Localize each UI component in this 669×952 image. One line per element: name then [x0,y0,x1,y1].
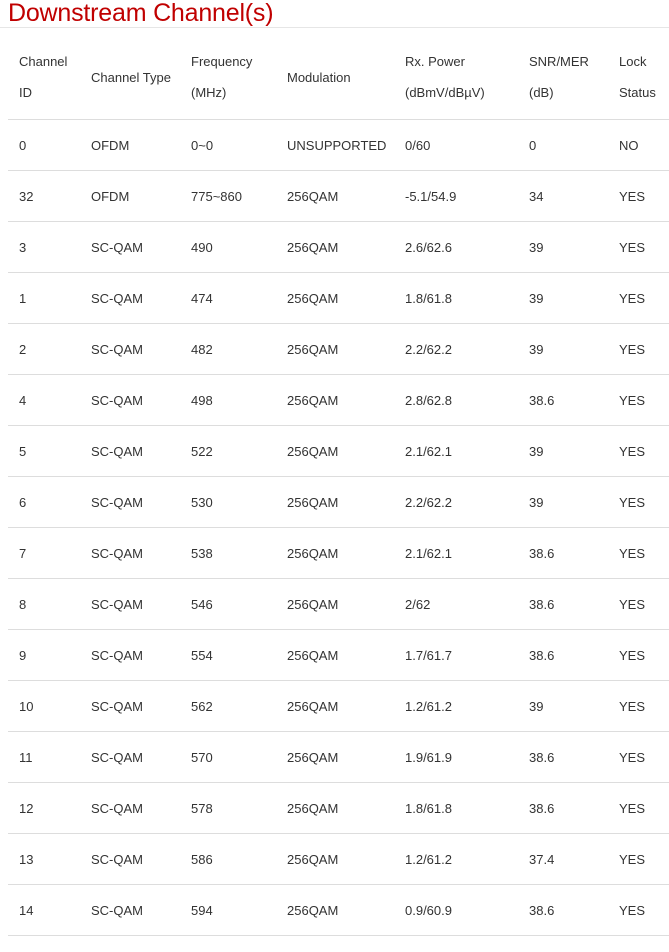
table-header-row [8,35,669,120]
cell-channel-id: 3 [8,222,80,273]
cell-modulation: 256QAM [276,375,394,426]
cell-rx-power: 2.1/62.1 [394,426,518,477]
cell-rx-power: -5.1/54.9 [394,171,518,222]
table-row [8,273,669,324]
cell-channel-type: SC-QAM [80,375,180,426]
table-row [8,732,669,783]
cell-lock-status: YES [608,222,669,273]
cell-frequency: 554 [180,630,276,681]
table-row [8,783,669,834]
cell-channel-type: SC-QAM [80,885,180,936]
cell-lock-status: YES [608,885,669,936]
cell-frequency: 490 [180,222,276,273]
cell-channel-id: 11 [8,732,80,783]
header-lock-status: Lock Status [608,35,669,120]
cell-channel-id: 7 [8,528,80,579]
cell-lock-status: YES [608,834,669,885]
cell-modulation: 256QAM [276,222,394,273]
cell-channel-id: 14 [8,885,80,936]
cell-lock-status: YES [608,579,669,630]
table-row [8,120,669,171]
cell-snr-mer: 39 [518,426,608,477]
cell-modulation: 256QAM [276,324,394,375]
cell-modulation: 256QAM [276,171,394,222]
cell-rx-power: 0/60 [394,120,518,171]
cell-channel-id: 13 [8,834,80,885]
cell-channel-id: 8 [8,579,80,630]
cell-frequency: 0~0 [180,120,276,171]
cell-modulation: 256QAM [276,477,394,528]
header-modulation: Modulation [276,35,394,120]
cell-channel-id: 10 [8,681,80,732]
cell-modulation: 256QAM [276,834,394,885]
cell-lock-status: YES [608,732,669,783]
cell-snr-mer: 39 [518,681,608,732]
cell-modulation: 256QAM [276,783,394,834]
cell-rx-power: 2/62 [394,579,518,630]
cell-channel-type: OFDM [80,120,180,171]
header-channel-type: Channel Type [80,35,180,120]
cell-frequency: 594 [180,885,276,936]
section-title: Downstream Channel(s) [8,0,274,27]
header-snr-mer: SNR/MER (dB) [518,35,608,120]
table-row [8,477,669,528]
cell-modulation: 256QAM [276,681,394,732]
cell-lock-status: YES [608,783,669,834]
table-row [8,528,669,579]
cell-lock-status: YES [608,171,669,222]
cell-frequency: 570 [180,732,276,783]
cell-modulation: UNSUPPORTED [276,120,394,171]
cell-channel-type: SC-QAM [80,273,180,324]
table-row [8,375,669,426]
table-row [8,171,669,222]
table-row [8,426,669,477]
cell-channel-type: SC-QAM [80,426,180,477]
cell-lock-status: YES [608,630,669,681]
cell-modulation: 256QAM [276,426,394,477]
cell-modulation: 256QAM [276,885,394,936]
cell-channel-type: SC-QAM [80,783,180,834]
cell-rx-power: 2.8/62.8 [394,375,518,426]
cell-rx-power: 1.7/61.7 [394,630,518,681]
cell-lock-status: YES [608,375,669,426]
cell-frequency: 522 [180,426,276,477]
cell-snr-mer: 38.6 [518,885,608,936]
cell-channel-id: 4 [8,375,80,426]
cell-modulation: 256QAM [276,528,394,579]
table-row [8,222,669,273]
cell-channel-id: 0 [8,120,80,171]
cell-channel-type: SC-QAM [80,528,180,579]
cell-lock-status: YES [608,273,669,324]
cell-snr-mer: 38.6 [518,375,608,426]
cell-frequency: 562 [180,681,276,732]
cell-snr-mer: 38.6 [518,528,608,579]
cell-frequency: 578 [180,783,276,834]
table-row [8,324,669,375]
cell-snr-mer: 38.6 [518,732,608,783]
header-frequency: Frequency (MHz) [180,35,276,120]
cell-channel-type: SC-QAM [80,630,180,681]
cell-modulation: 256QAM [276,273,394,324]
cell-channel-type: SC-QAM [80,579,180,630]
cell-lock-status: YES [608,528,669,579]
cell-channel-id: 2 [8,324,80,375]
cell-rx-power: 1.9/61.9 [394,732,518,783]
downstream-channel-table [8,35,669,936]
cell-lock-status: NO [608,120,669,171]
cell-modulation: 256QAM [276,579,394,630]
cell-channel-type: SC-QAM [80,732,180,783]
table-row [8,579,669,630]
cell-snr-mer: 39 [518,324,608,375]
cell-channel-type: SC-QAM [80,477,180,528]
cell-rx-power: 0.9/60.9 [394,885,518,936]
cell-lock-status: YES [608,426,669,477]
cell-channel-type: SC-QAM [80,324,180,375]
table-row [8,834,669,885]
cell-snr-mer: 37.4 [518,834,608,885]
cell-channel-id: 32 [8,171,80,222]
cell-rx-power: 2.1/62.1 [394,528,518,579]
cell-modulation: 256QAM [276,732,394,783]
cell-frequency: 538 [180,528,276,579]
cell-snr-mer: 39 [518,222,608,273]
title-divider [0,27,669,28]
header-channel-id: Channel ID [8,35,80,120]
cell-snr-mer: 39 [518,477,608,528]
cell-channel-type: SC-QAM [80,681,180,732]
table-body [8,120,669,936]
cell-frequency: 546 [180,579,276,630]
cell-rx-power: 1.2/61.2 [394,834,518,885]
cell-snr-mer: 38.6 [518,579,608,630]
cell-frequency: 498 [180,375,276,426]
table-row [8,681,669,732]
cell-lock-status: YES [608,477,669,528]
cell-snr-mer: 38.6 [518,783,608,834]
cell-modulation: 256QAM [276,630,394,681]
cell-snr-mer: 38.6 [518,630,608,681]
cell-channel-type: SC-QAM [80,834,180,885]
cell-channel-id: 12 [8,783,80,834]
cell-frequency: 586 [180,834,276,885]
cell-lock-status: YES [608,324,669,375]
cell-rx-power: 1.2/61.2 [394,681,518,732]
cell-rx-power: 2.2/62.2 [394,324,518,375]
cell-frequency: 482 [180,324,276,375]
cell-frequency: 530 [180,477,276,528]
cell-rx-power: 1.8/61.8 [394,273,518,324]
cell-channel-type: SC-QAM [80,222,180,273]
cell-frequency: 775~860 [180,171,276,222]
cell-frequency: 474 [180,273,276,324]
cell-snr-mer: 34 [518,171,608,222]
cell-rx-power: 1.8/61.8 [394,783,518,834]
cell-rx-power: 2.2/62.2 [394,477,518,528]
table-row [8,885,669,936]
table-row [8,630,669,681]
header-rx-power: Rx. Power (dBmV/dBµV) [394,35,518,120]
cell-channel-id: 5 [8,426,80,477]
cell-channel-id: 9 [8,630,80,681]
cell-lock-status: YES [608,681,669,732]
cell-channel-id: 1 [8,273,80,324]
cell-snr-mer: 39 [518,273,608,324]
cell-snr-mer: 0 [518,120,608,171]
cell-channel-type: OFDM [80,171,180,222]
cell-rx-power: 2.6/62.6 [394,222,518,273]
cell-channel-id: 6 [8,477,80,528]
